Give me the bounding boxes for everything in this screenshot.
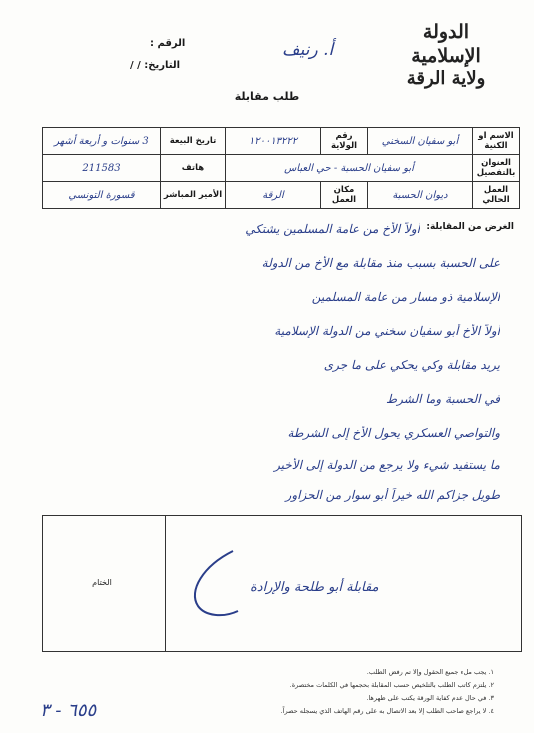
note-item: ٢. يلتزم كاتب الطلب بالتلخيص حسب المقابلة بحجمها في الكلمات مختصرة. bbox=[289, 681, 494, 689]
signature: مقابلة أبو طلحة والإرادة bbox=[250, 580, 379, 595]
workplace-value: الرقة bbox=[226, 182, 321, 209]
emir-label: الأمير المباشر bbox=[161, 182, 226, 209]
signature-curve-icon bbox=[183, 546, 243, 626]
note-item: ٣. في حال عدم كفاية الورقة يكتب على ظهرها. bbox=[366, 694, 494, 702]
work-label: العمل الحالي bbox=[473, 182, 520, 209]
purpose-line: ما يستفيد شيء ولا يرجع من الدولة إلى الأخير bbox=[274, 458, 500, 472]
name-value: أبو سفيان السخني bbox=[368, 128, 473, 155]
purpose-line: في الحسبة وما الشرط bbox=[386, 392, 500, 406]
name-label: الاسم او الكنية bbox=[473, 128, 520, 155]
phone-value: 211583 bbox=[43, 155, 161, 182]
table-row bbox=[43, 182, 520, 209]
note-item: ٤. لا يراجع صاحب الطلب إلا بعد الاتصال به على رقم الهاتف الذي يسجله حصراً. bbox=[280, 707, 494, 715]
purpose-line: أولاً الأخ من عامة المسلمين يشتكي bbox=[245, 222, 420, 236]
page-title: طلب مقابلة bbox=[234, 90, 300, 103]
number-label: الرقم : bbox=[150, 38, 186, 49]
purpose-label: الغرض من المقابلة: bbox=[426, 222, 514, 232]
emir-value: قسورة التونسي bbox=[43, 182, 161, 209]
wilaya-number-label: رقم الولاية bbox=[321, 128, 368, 155]
address-value: أبو سفيان الحسبة - حي العباس bbox=[226, 155, 473, 182]
logo-line1: الدولة الإسلامية bbox=[411, 21, 481, 67]
purpose-line: أولاً الأخ أبو سفيان سخني من الدولة الإسلامية bbox=[274, 324, 500, 338]
wilaya-number-value: ١٢٠٠١٣٢٢٢ bbox=[226, 128, 321, 155]
workplace-label: مكان العمل bbox=[321, 182, 368, 209]
table-row bbox=[43, 128, 520, 155]
info-table bbox=[42, 127, 520, 209]
bottom-number: ٦٥٥ - ٣ bbox=[40, 700, 97, 721]
stamp-divider bbox=[165, 516, 166, 651]
purpose-line: على الحسبة بسبب منذ مقابلة مع الأخ من الدولة bbox=[261, 256, 500, 270]
address-label: العنوان بالتفصيل bbox=[473, 155, 520, 182]
bay3a-date-label: تاريخ البيعة bbox=[161, 128, 226, 155]
bay3a-date-value: 3 سنوات و أربعة أشهر bbox=[43, 128, 161, 155]
purpose-line: يريد مقابلة وكي يحكي على ما جرى bbox=[323, 358, 500, 372]
logo-line2: ولاية الرقة bbox=[406, 68, 486, 89]
date-label: التاريخ: / / bbox=[130, 60, 181, 71]
state-logo bbox=[390, 20, 502, 89]
note-item: ١. يجب ملء جميع الحقول وإلا تم رفض الطلب. bbox=[366, 668, 494, 676]
table-row bbox=[43, 155, 520, 182]
work-value: ديوان الحسبة bbox=[368, 182, 473, 209]
phone-label: هاتف bbox=[161, 155, 226, 182]
handwritten-reference: أ. رنيف bbox=[282, 40, 334, 60]
stamp-label: الختام bbox=[92, 578, 112, 587]
purpose-line: الإسلامية ذو مسار من عامة المسلمين bbox=[311, 290, 500, 304]
notes-list bbox=[174, 666, 494, 718]
purpose-line: والتواصي العسكري يحول الأخ إلى الشرطة bbox=[287, 426, 500, 440]
purpose-line: طويل جزاكم الله خيراً أبو سوار من الحزاور bbox=[285, 488, 500, 502]
